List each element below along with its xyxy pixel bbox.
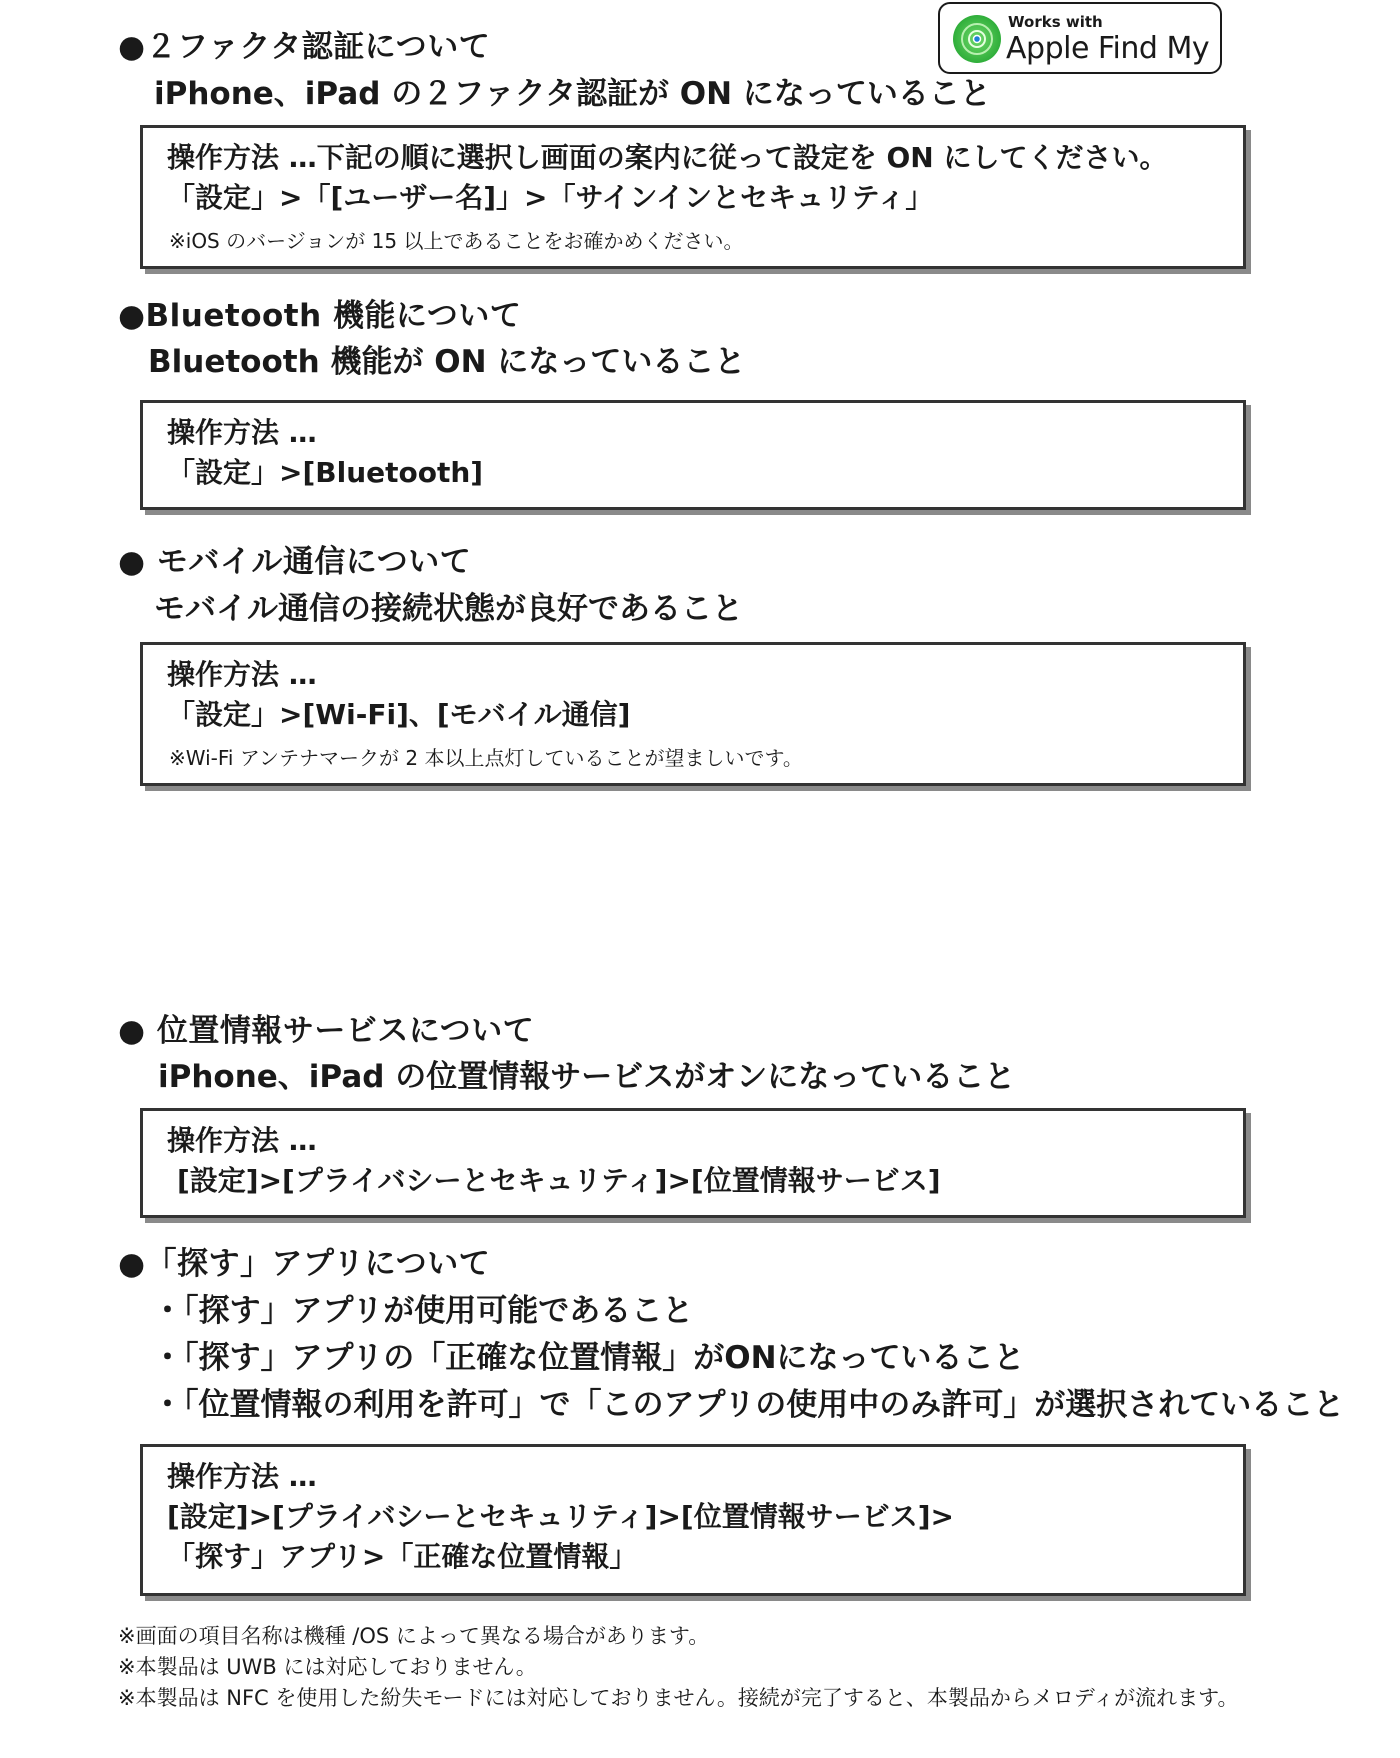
footnote-3: ※本製品は NFC を使用した紛失モードには対応しておりません。接続が完了すると、本製品からメロディが流れます。 — [118, 1686, 1239, 1710]
footnote-1: ※画面の項目名称は機種 /OS によって異なる場合があります。 — [118, 1624, 710, 1648]
section-findmy-instructions-box — [140, 1444, 1246, 1596]
section-findmy-heading: ●「探す」アプリについて — [118, 1246, 491, 1282]
findmy-bullet-3: ・「位置情報の利用を許可」で「このアプリの使用中のみ許可」が選択されていること — [152, 1387, 1345, 1423]
section-bluetooth-instructions-box — [140, 400, 1246, 510]
findmy-bullet-1: ・「探す」アプリが使用可能であること — [152, 1293, 694, 1329]
footnote-2: ※本製品は UWB には対応しておりません。 — [118, 1655, 537, 1679]
section-bluetooth-requirement: Bluetooth 機能が ON になっていること — [148, 344, 746, 380]
instructions-line-2: 「設定」>[Wi-Fi]、[モバイル通信] — [167, 698, 631, 731]
findmy-bullet-2: ・「探す」アプリの「正確な位置情報」がONになっていること — [152, 1340, 1025, 1376]
instructions-line-1: 操作方法 … — [167, 658, 317, 691]
section-2fa-heading: ●２ファクタ認証について — [118, 29, 491, 65]
instructions-line-2: 「設定」>[Bluetooth] — [167, 456, 484, 489]
section-location-instructions-box — [140, 1108, 1246, 1218]
section-mobile-requirement: モバイル通信の接続状態が良好であること — [154, 591, 743, 627]
instructions-line-1: 操作方法 … — [167, 1460, 317, 1493]
works-with-find-my-badge — [938, 2, 1222, 74]
section-mobile-heading: ● モバイル通信について — [118, 544, 472, 580]
find-my-icon — [952, 14, 1002, 64]
instructions-line-2: [設定]>[プライバシーとセキュリティ]>[位置情報サービス] — [177, 1164, 941, 1197]
section-2fa-instructions-box — [140, 125, 1246, 269]
section-location-heading: ● 位置情報サービスについて — [118, 1013, 535, 1049]
section-2fa-requirement: iPhone、iPad の２ファクタ認証が ON になっていること — [154, 76, 991, 112]
section-mobile-instructions-box — [140, 642, 1246, 786]
section-location-requirement: iPhone、iPad の位置情報サービスがオンになっていること — [158, 1059, 1016, 1095]
instructions-line-1: 操作方法 … — [167, 1124, 317, 1157]
instructions-note: ※iOS のバージョンが 15 以上であることをお確かめください。 — [169, 229, 744, 253]
section-bluetooth-heading: ●Bluetooth 機能について — [118, 298, 522, 334]
instructions-line-2: 「設定」>「[ユーザー名]」>「サインインとセキュリティ」 — [167, 181, 934, 214]
instructions-note: ※Wi-Fi アンテナマークが 2 本以上点灯していることが望ましいです。 — [169, 746, 803, 770]
badge-top-text: Works with — [1008, 13, 1103, 31]
instructions-line-1: 操作方法 …下記の順に選択し画面の案内に従って設定を ON にしてください。 — [167, 141, 1168, 174]
badge-main-text: Apple Find My — [1006, 31, 1210, 66]
instructions-line-3: 「探す」アプリ>「正確な位置情報」 — [167, 1540, 638, 1573]
instructions-line-1: 操作方法 … — [167, 416, 317, 449]
instructions-line-2: [設定]>[プライバシーとセキュリティ]>[位置情報サービス]> — [167, 1500, 954, 1533]
